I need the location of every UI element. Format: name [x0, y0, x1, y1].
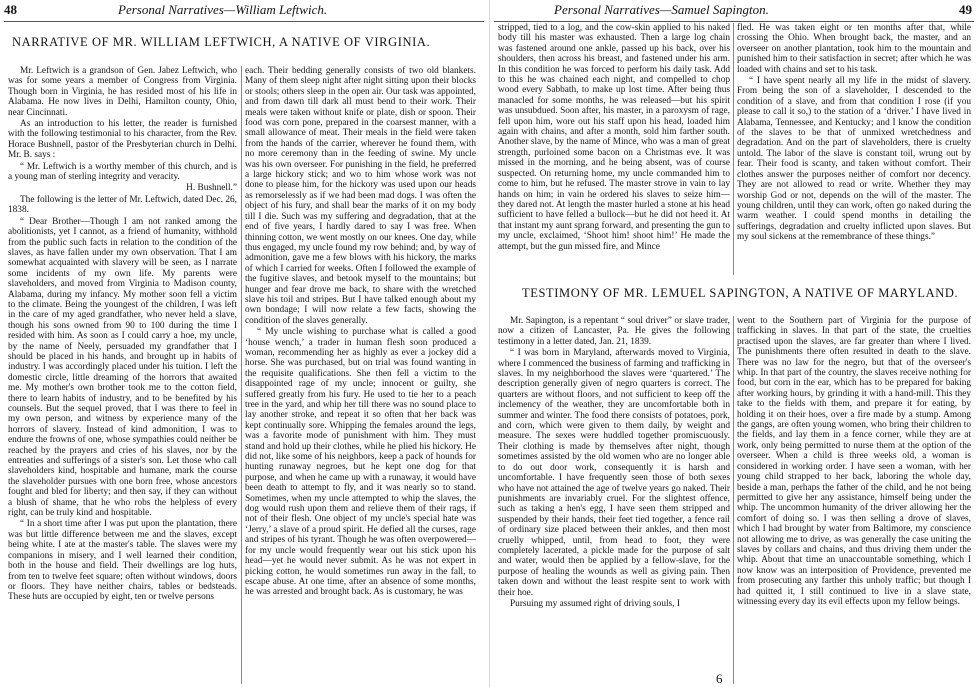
article-title: TESTIMONY OF MR. LEMUEL SAPINGTON, A NATIVE OF MARYLAND.: [522, 286, 959, 300]
text-column-1: [8, 66, 237, 687]
text-column-2-top: [737, 23, 971, 277]
text-column-2-bottom: [737, 316, 971, 687]
running-head: Personal Narratives—Samuel Sapington.: [554, 2, 769, 17]
paragraph: each. Their bedding generally consists of two old blankets. Many of them sleep night after night sitting upon their blocks or stools; others sleep in the open air. Our task was appointed, and from dawn till dark all must bend to their work. Their meals were taken without knife or plate, dish or spoon. Their food was corn pone, prepared in the coarsest manner, with a small allowance of meat. Their meals in the field were taken from the hands of the carrier, wherever he found them, with no more ceremony than in the feeding of swine. My uncle was his own overseer. For punishing in the field, he preferred a large hickory stick; and wo to him whose work was not done to please him, for the hickory was used upon our heads as remorselessly as if we had been mad dogs. I was often the object of his fury, and shall bear the marks of it on my body till I die. Such was my suffering and degradation, that at the end of five years, I hardly dared to say I was free. When thinning cotton, we went mostly on our knees. One day, while thus engaged, my uncle found my row behind; and, by way of admonition, gave me a few blows with his hickory, the marks of which I carried for weeks. Often I followed the example of the fugitive slaves, and betook myself to the mountains; but hunger and fear drove me back, to share with the wretched slave his toil and stripes. But I have talked enough about my own bondage; I will now relate a few facts, showing the condition of the slaves generally.: [245, 66, 476, 326]
paragraph: “ I was born in Maryland, afterwards moved to Virginia, where I commenced the business of farming and trafficking in slaves. In my neighborhood the slaves were ‘quartered.’ The description generally given of negro quarters is correct. The quarters are without floors, and not sufficient to keep off the inclemency of the weather, they are uncomfortable both in summer and winter. The food there consists of potatoes, pork, and corn, which were given to them daily, by weight and measure. The sexes were huddled together promiscuously. Their clothing is made by themselves after night, though sometimes assisted by the old women who are no longer able to do out door work, consequently it is harsh and uncomfortable. I have frequently seen those of both sexes who have not attained the age of twelve years go naked. Their punishments are invariably cruel. For the slightest offence, such as taking a hen's egg, I have seen them stripped and suspended by their hands, their feet tied together, a fence rail of ordinary size placed between their ankles, and then most cruelly whipped, until, from head to foot, they were completely lacerated, a pickle made for the purpose of salt and water, would then be applied by a fellow-slave, for the purpose of healing the wounds as well as giving pain. Then taken down and without the least respite sent to work with their hoe.: [498, 348, 730, 598]
header-rule: [494, 21, 974, 22]
text-column-1-top: [498, 23, 730, 277]
paragraph: stripped, tied to a log, and the cow-skin applied to his naked body till his master was exhausted. Then a large log chain was fastened around one ankle, passed up his back, over his shoulders, then across his breast, and fastened under his arm. In this condition he was forced to perform his daily task. Add to this he was chained each night, and compelled to chop wood every Sabbath, to make up lost time. After being thus manacled for some months, he was released—but his spirit was unsubdued. Soon after, his master, in a paroxysm of rage, fell upon him, wore out his staff upon his head, loaded him again with chains, and after a month, sold him farther south. Another slave, by the name of Mince, who was a man of great strength, purloined some bacon on a Christmas eve. It was missed in the morning, and he being absent, was of course suspected. On returning home, my uncle commanded him to come to him, but he refused. The master strove in vain to lay hands on him; in vain he ordered his slaves to seize him—they dared not. At length the master hurled a stone at his head sufficient to have felled a bullock—but he did not heed it. At that instant my aunt sprang forward, and presenting the gun to my uncle, exclaimed, ‘Shoot him! shoot him!’ He made the attempt, but the gun missed fire, and Mince: [498, 23, 730, 252]
paragraph: fled. He was taken eight or ten months after that, while crossing the Ohio. When brought back, the master, and an overseer on another plantation, took him to the mountain and punished him to their satisfaction in secret; after which he was loaded with chains and set to his task.: [737, 23, 971, 75]
column-divider: [241, 66, 242, 684]
column-divider: [733, 316, 734, 684]
paragraph: “ In a short time after I was put upon the plantation, there was but little difference between me and the slaves, except being white. I ate at the master's table. The slaves were my companions in misery, and I well learned their condition, both in the house and field. Their dwellings are log huts, from ten to twelve feet square; often without windows, doors or floors. They have neither chairs, tables or bedsteads. These huts are occupied by eight, ten or twelve persons: [8, 519, 237, 603]
paragraph: Pursuing my assumed right of driving souls, I: [510, 598, 680, 609]
paragraph: “ Dear Brother—Though I am not ranked among the abolitionists, yet I cannot, as a friend of humanity, withhold from the public such facts in relation to the condition of the slaves, as have fallen under my own observation. That I am somewhat acquainted with slavery will be seen, as I narrate some incidents of my own life. My parents were slaveholders, and moved from Virginia to Madison county, Alabama, during my infancy. My mother soon fell a victim to the climate. Being the youngest of the children, I was left in the care of my aged grandfather, who never held a slave, though his sons owned from 90 to 100 during the time I resided with him. As soon as I could carry a hoe, my uncle, by the name of Neely, persuaded my grandfather that I should be placed in his hands, and brought up in habits of industry. I was accordingly placed under his tuition. I left the domestic circle, little dreaming of the horrors that awaited me. My mother's own brother took me to the cotton field, there to learn habits of industry, and to be benefited by his counsels. But the sequel proved, that I was there to feel in my own person, and witness by experience many of the horrors of slavery. Instead of kind admonition, I was to endure the frowns of one, whose sympathies could neither be reached by the prayers and cries of his slaves, nor by the entreaties and sufferings of a sister's son. Let those who call slaveholders kind, hospitable and humane, mark the course the slaveholder pursues with one born free, whose ancestors fought and bled for liberty; and then say, if they can without a blush of shame, that he who robs the helpless of every right, can be truly kind and hospitable.: [8, 216, 237, 519]
right-page: [490, 0, 980, 687]
paragraph: “ Mr. Leftwich is a worthy member of this church, and is a young man of sterling integrity and veracity.: [8, 161, 237, 183]
header-rule: [4, 21, 484, 22]
paragraph: “ My uncle wishing to purchase what is called a good ‘house wench,’ a trader in human flesh soon produced a woman, recommending her as highly as ever a jockey did a horse. She was purchased, but on trial was found wanting in the requisite qualifications. She then fell a victim to the disappointed rage of my uncle; innocent or guilty, she suffered greatly from his fury. He used to tie her to a peach tree in the yard, and whip her till there was no sound place to lay another stroke, and repeat it so often that her back was kept continually sore. Whipping the females around the legs, was a favorite mode of punishment with him. They must stand and hold up their clothes, while he plied his hickory. He did not, like some of his neighbors, keep a pack of hounds for hunting runaway negroes, but he kept one dog for that purpose, and when he came up with a runaway, it would have been death to attempt to fly, and it was nearly so to stand. Sometimes, when my uncle attempted to whip the slaves, the dog would rush upon them and relieve them of their rags, if not of their flesh. One object of my uncle's special hate was ‘Jerry,’ a slave of a proud spirit. He defied all the curses, rage and stripes of his tyrant. Though he was often overpowered—for my uncle would frequently wear out his stick upon his head—yet he would never submit. As he was not expert in picking cotton, he would sometimes run away in the fall, to escape abuse. At one time, after an absence of some months, he was arrested and brought back. As is customary, he was: [245, 327, 476, 598]
paragraph: The following is the letter of Mr. Leftwich, dated Dec. 26, 1838.: [8, 194, 237, 216]
signature-mark: 6: [716, 671, 723, 686]
paragraph: As an introduction to his letter, the reader is furnished with the following testimonial to his character, from the Rev. Horace Bushnell, pastor of the Presbyterian church in Delhi. Mr. B. says :: [8, 119, 237, 161]
paragraph: “ I have spent nearly all my life in the midst of slavery. From being the son of a slaveholder, I descended to the condition of a slave, and from that condition I rose (if you please to call it so,) to the station of a ‘driver.’ I have lived in Alabama, Tennessee, and Kentucky; and I know the condition of the slaves to be that of unmixed wretchedness and degradation. And on the part of slaveholders, there is cruelty untold. The labor of the slave is constant toil, wrung out by fear. Their food is scanty, and taken without comfort. Their clothes answer the purposes neither of comfort nor decency. They are not allowed to read or write. Whether they may worship God or not, depends on the will of the master. The young children, until they can work, often go naked during the warm weather. I could spend months in detailing the sufferings, degradation and cruelty inflicted upon slaves. But my soul sickens at the remembrance of these things.”: [737, 76, 971, 243]
page-number: 48: [4, 2, 17, 17]
page-number: 49: [959, 2, 972, 17]
paragraph: Mr. Leftwich is a grandson of Gen. Jabez Leftwich, who was for some years a member of Congress from Virginia. Though born in Virginia, he has resided most of his life in Alabama. He now lives in Delhi, Hamilton county, Ohio, near Cincinnati.: [8, 66, 237, 118]
text-column-1-bottom: [498, 316, 730, 672]
paragraph: Mr. Sapington, is a repentant “ soul driver” or slave trader, now a citizen of Lancaster, Pa. He gives the following testimony in a letter dated, Jan. 21, 1839.: [498, 316, 730, 347]
column-divider: [733, 23, 734, 275]
paragraph: went to the Southern part of Virginia for the purpose of trafficking in slaves. In that part of the state, the cruelties practised upon the slaves, are far greater than where I lived. The punishments there often resulted in death to the slave. There was no law for the negro, but that of the overseer's whip. In that part of the country, the slaves receive nothing for food, but corn in the ear, which has to be prepared for baking after working hours, by grinding it with a hand-mill. This they take to the fields with them, and prepare it for eating, by holding it on their hoes, over a fire made by a stump. Among the gangs, are often young women, who bring their children to the fields, and lay them in a fence corner, while they are at work, only being permitted to nurse them at the option of the overseer. When a child is three weeks old, a woman is considered in working order. I have seen a woman, with her young child strapped to her back, laboring the whole day, beside a man, perhaps the father of the child, and he not being permitted to give her any assistance, himself being under the whip. The uncommon humanity of the driver allowing her the comfort of doing so. I was then selling a drove of slaves, which I had brought by water from Baltimore, my conscience not allowing me to drive, as was generally the case uniting the slaves by collars and chains, and thus driving them under the whip. About that time an unaccountable something, which I now know was an interposition of Providence, prevented me from prosecuting any farther this unholy traffic; but though I had quitted it, I still continued to live in a slave state, witnessing every day its evil effects upon my fellow beings.: [737, 316, 971, 607]
text-column-2: [245, 66, 476, 687]
running-head: Personal Narratives—William Leftwich.: [118, 2, 328, 17]
article-title: NARRATIVE OF MR. WILLIAM LEFTWICH, A NATIVE OF VIRGINIA.: [12, 35, 431, 49]
signature: H. Bushnell.”: [186, 183, 237, 194]
